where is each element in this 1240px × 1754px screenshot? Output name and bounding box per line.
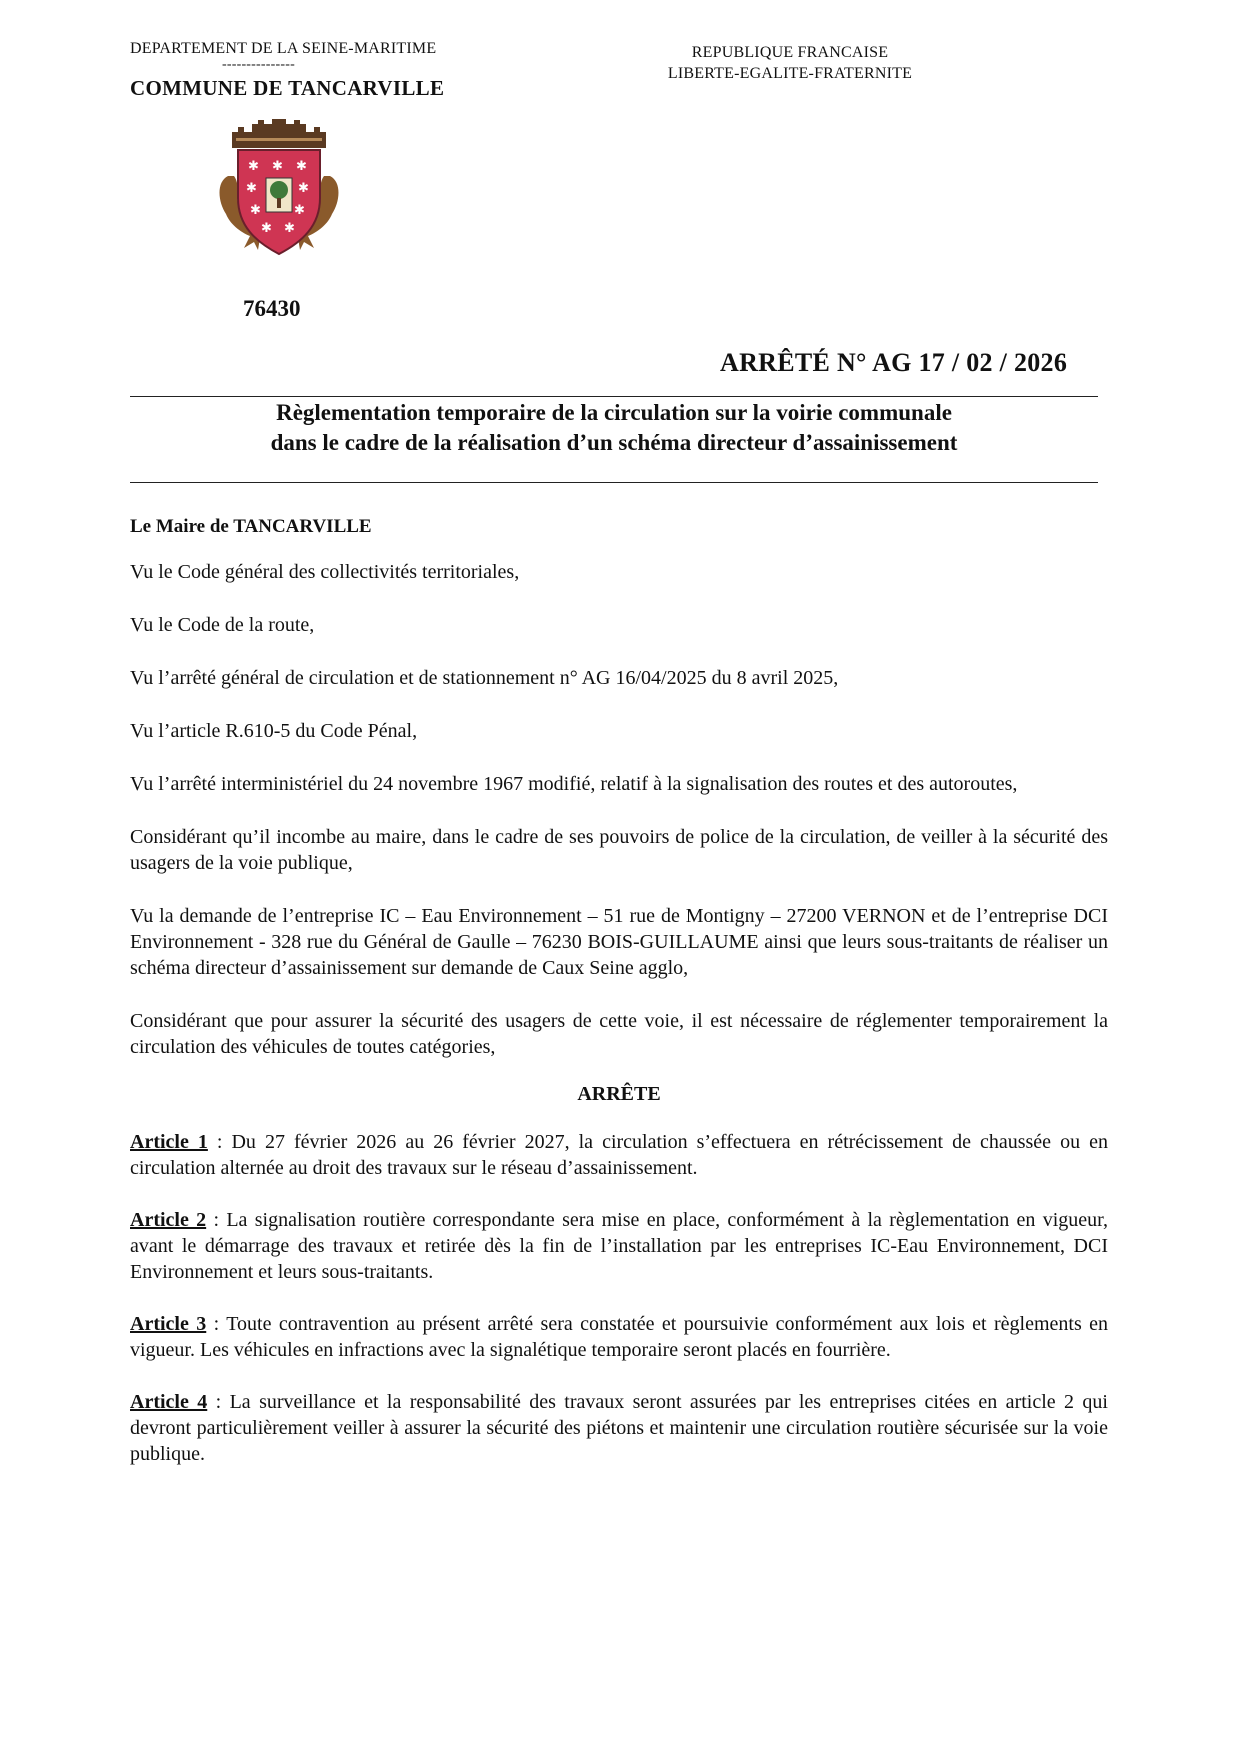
considerant-paragraph: Vu le Code de la route, xyxy=(130,614,315,636)
header-left xyxy=(130,40,470,101)
arrete-title xyxy=(130,398,1098,458)
considerant-paragraph: Vu la demande de l’entreprise IC – Eau Environnement – 51 rue de Montigny – 27200 VERNON et de l’entreprise DCI Environnement - 328 rue du Général de Gaulle – 76230 BOIS-GUILLAUME ainsi que leurs sous-traitants de réaliser un schéma directeur d’assainissement sur demande de Caux Seine agglo, xyxy=(130,905,1108,979)
svg-text:✱: ✱ xyxy=(248,159,259,174)
article-label: Article 3 xyxy=(130,1313,207,1335)
svg-text:✱: ✱ xyxy=(250,203,261,218)
article-3 xyxy=(130,1311,1108,1363)
article-text: : La signalisation routière correspondante sera mise en place, conformément à la règlementation en vigueur, avant le démarrage des travaux et retirée dès la fin de l’installation par les entreprises IC-Eau Environnement, DCI Environnement et leurs sous-traitants. xyxy=(130,1209,1108,1283)
arrete-number: ARRÊTÉ N° AG 17 / 02 / 2026 xyxy=(720,348,1068,377)
header-separator: --------------- xyxy=(222,57,295,72)
considerant-paragraph: Vu l’arrêté interministériel du 24 novembre 1967 modifié, relatif à la signalisation des routes et des autoroutes, xyxy=(130,773,1018,795)
article-2 xyxy=(130,1207,1108,1285)
header-right xyxy=(640,42,940,84)
considerant-paragraph: Vu l’article R.610-5 du Code Pénal, xyxy=(130,720,418,742)
svg-text:✱: ✱ xyxy=(284,221,295,236)
article-1 xyxy=(130,1129,1108,1181)
coat-of-arms-icon xyxy=(214,118,344,268)
considerant-paragraph: Considérant que pour assurer la sécurité des usagers de cette voie, il est nécessaire de réglementer temporairement la circulation des véhicules de toutes catégories, xyxy=(130,1010,1108,1058)
svg-text:✱: ✱ xyxy=(261,221,272,236)
svg-text:✱: ✱ xyxy=(296,159,307,174)
svg-text:✱: ✱ xyxy=(298,181,309,196)
svg-text:✱: ✱ xyxy=(294,203,305,218)
considerant-paragraph: Considérant qu’il incombe au maire, dans le cadre de ses pouvoirs de police de la circulation, de veiller à la sécurité des usagers de la voie publique, xyxy=(130,826,1108,874)
mural-crown xyxy=(232,119,326,148)
article-label: Article 1 xyxy=(130,1131,208,1153)
title-line-2: dans le cadre de la réalisation d’un schéma directeur d’assainissement xyxy=(270,430,958,455)
document-body xyxy=(130,514,1108,1493)
svg-text:✱: ✱ xyxy=(272,159,283,174)
department-name: DEPARTEMENT DE LA SEINE-MARITIME xyxy=(130,40,437,57)
title-line-1: Règlementation temporaire de la circulation sur la voirie communale xyxy=(276,400,952,425)
republic-motto: LIBERTE-EGALITE-FRATERNITE xyxy=(667,65,913,82)
article-label: Article 2 xyxy=(130,1209,207,1231)
maire-line: Le Maire de TANCARVILLE xyxy=(130,516,372,537)
article-text: : Du 27 février 2026 au 26 février 2027, la circulation s’effectuera en rétrécissement de chaussée ou en circulation alternée au droit des travaux sur le réseau d’assainissement. xyxy=(130,1131,1108,1179)
article-text: : La surveillance et la responsabilité des travaux seront assurées par les entreprises citées en article 2 qui devront particulièrement veiller à assurer la sécurité des piétons et maintenir une circulation routière sécurisée sur la voie publique. xyxy=(130,1391,1108,1465)
svg-text:✱: ✱ xyxy=(246,181,257,196)
title-top-rule xyxy=(130,396,1098,397)
postcode: 76430 xyxy=(243,296,301,321)
considerant-paragraph: Vu l’arrêté général de circulation et de stationnement n° AG 16/04/2025 du 8 avril 2025, xyxy=(130,667,839,689)
commune-name: COMMUNE DE TANCARVILLE xyxy=(130,76,445,100)
article-text: : Toute contravention au présent arrêté sera constatée et poursuivie conformément aux lois et règlements en vigueur. Les véhicules en infractions avec la signalétique temporaire seront placés en fourrière. xyxy=(130,1313,1108,1361)
decision-heading: ARRÊTE xyxy=(577,1083,661,1105)
title-bottom-rule xyxy=(130,482,1098,483)
article-label: Article 4 xyxy=(130,1391,208,1413)
tree-icon xyxy=(270,181,288,199)
republic-name: REPUBLIQUE FRANCAISE xyxy=(691,44,889,61)
considerant-paragraph: Vu le Code général des collectivités territoriales, xyxy=(130,561,520,583)
article-4 xyxy=(130,1389,1108,1467)
